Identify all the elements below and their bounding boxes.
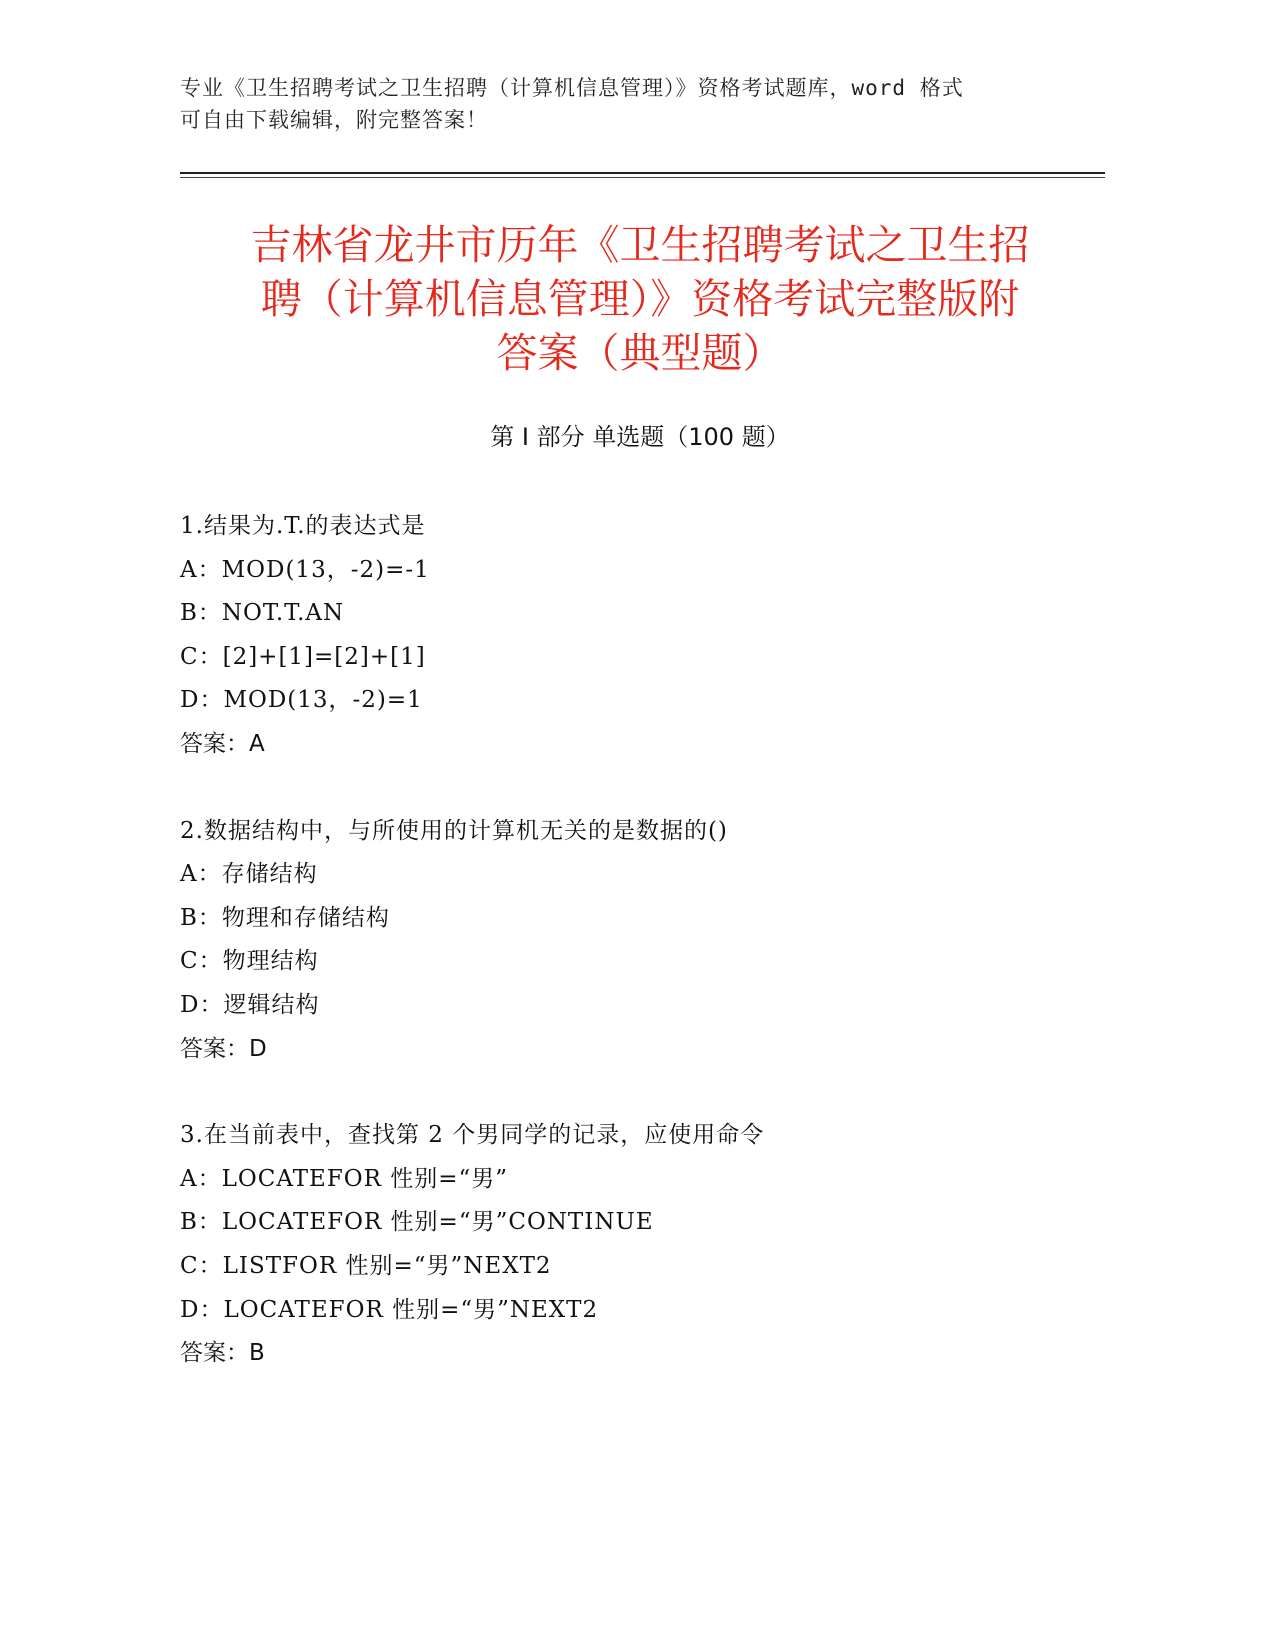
option-c: C：[2]+[1]=[2]+[1] bbox=[180, 643, 426, 670]
option-d: D：MOD(13，-2)=1 bbox=[180, 687, 423, 714]
intro-line-1: 专业《卫生招聘考试之卫生招聘（计算机信息管理）》资格考试题库，word 格式 bbox=[180, 76, 964, 100]
option-a: A：LOCATEFOR 性别=“男” bbox=[180, 1165, 509, 1192]
intro-line-2: 可自由下载编辑，附完整答案！ bbox=[180, 108, 488, 132]
option-d: D：LOCATEFOR 性别=“男”NEXT2 bbox=[180, 1296, 599, 1323]
option-b: B：物理和存储结构 bbox=[180, 904, 390, 931]
question-list bbox=[180, 505, 1100, 1419]
option-b: B：NOT.T.AN bbox=[180, 600, 345, 627]
option-a: A：存储结构 bbox=[180, 861, 318, 888]
title-line-1: 吉林省龙井市历年《卫生招聘考试之卫生招 bbox=[250, 221, 1030, 269]
answer-label: 答案：B bbox=[180, 1340, 265, 1367]
answer-label: 答案：A bbox=[180, 730, 265, 757]
title-line-3: 答案（典型题） bbox=[496, 329, 784, 377]
document-title bbox=[180, 218, 1100, 380]
option-b: B：LOCATEFOR 性别=“男”CONTINUE bbox=[180, 1209, 654, 1236]
question-item bbox=[180, 1114, 1100, 1376]
question-stem: 3.在当前表中，查找第 2 个男同学的记录，应使用命令 bbox=[180, 1122, 765, 1149]
question-stem: 2.数据结构中，与所使用的计算机无关的是数据的() bbox=[180, 817, 728, 844]
section-heading: 第 I 部分 单选题（100 题） bbox=[490, 423, 790, 451]
header-divider-thin bbox=[180, 177, 1105, 178]
option-d: D：逻辑结构 bbox=[180, 991, 320, 1018]
question-item bbox=[180, 810, 1100, 1072]
option-c: C：物理结构 bbox=[180, 948, 319, 975]
option-a: A：MOD(13，-2)=-1 bbox=[180, 556, 430, 583]
document-intro bbox=[180, 72, 1080, 136]
question-item bbox=[180, 505, 1100, 767]
title-line-2: 聘（计算机信息管理）》资格考试完整版附 bbox=[260, 275, 1020, 323]
answer-label: 答案：D bbox=[180, 1035, 267, 1062]
question-stem: 1.结果为.T.的表达式是 bbox=[180, 513, 426, 539]
header-divider-thick bbox=[180, 172, 1105, 174]
option-c: C：LISTFOR 性别=“男”NEXT2 bbox=[180, 1252, 552, 1279]
